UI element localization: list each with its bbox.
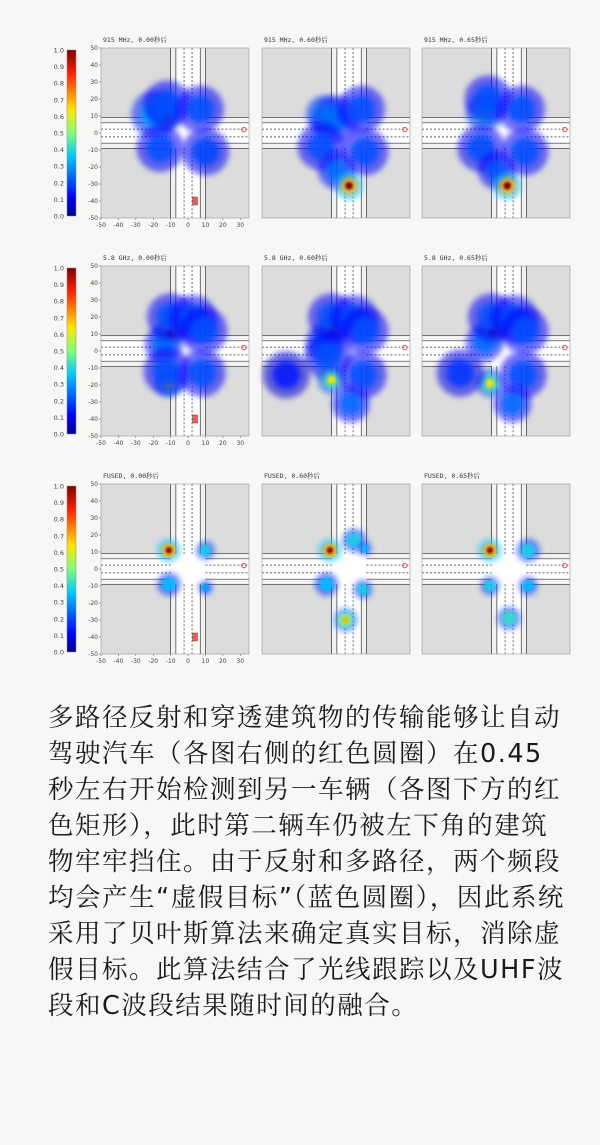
x-tick-label: -30 [130, 440, 141, 447]
colorbar-tick-label: 0.6 [53, 330, 64, 339]
heat-blob [351, 138, 379, 166]
colorbar-tick-label: 0.3 [53, 598, 64, 607]
y-tick-label: -30 [88, 181, 98, 189]
panel-2-1 [262, 471, 410, 654]
heat-blob-core [504, 182, 512, 190]
x-tick-label: 30 [236, 440, 245, 447]
panel-0-0 [88, 35, 249, 229]
y-tick-label: 30 [90, 297, 98, 305]
colorbar-tick-label: 0.3 [53, 380, 64, 389]
y-tick-label: 10 [90, 549, 98, 557]
panel-title: 5.8 GHz, 0.00秒后 [103, 254, 167, 262]
panel-1-1 [262, 253, 410, 436]
colorbar-0 [67, 50, 76, 216]
heat-blob [509, 361, 537, 389]
x-tick-label: 10 [201, 658, 210, 665]
y-tick-label: 30 [90, 515, 98, 523]
x-tick-label: -30 [130, 222, 141, 229]
heat-blob [502, 611, 516, 625]
colorbar-1 [67, 268, 76, 434]
heat-blob [511, 138, 539, 166]
colorbar-tick-label: 0.5 [53, 565, 64, 574]
y-tick-label: -10 [88, 583, 98, 591]
x-tick-label: 0 [186, 222, 190, 229]
colorbar-2 [67, 486, 76, 652]
y-tick-label: -30 [88, 399, 98, 407]
panel-title: FUSED, 0.60秒后 [264, 472, 321, 480]
panel-0-1 [262, 35, 410, 218]
panel-1-2 [422, 253, 570, 436]
panel-0-2 [422, 35, 570, 218]
colorbar-tick-label: 0.2 [53, 397, 64, 406]
y-tick-label: -50 [88, 215, 98, 223]
heat-blob [347, 95, 375, 123]
heat-blob [511, 317, 539, 345]
x-tick-label: -50 [96, 658, 106, 665]
target-vehicle-marker [193, 197, 198, 205]
y-tick-label: -20 [88, 164, 98, 172]
x-tick-label: -50 [96, 440, 106, 447]
y-tick-label: 0 [94, 348, 98, 356]
colorbar-tick-label: 0.0 [53, 648, 64, 657]
y-tick-label: -10 [88, 365, 98, 373]
y-tick-label: 10 [90, 113, 98, 121]
heat-blob [190, 317, 218, 345]
colorbar-tick-label: 0.8 [53, 515, 64, 524]
panel-title: 5.8 GHz, 0.65秒后 [424, 254, 488, 262]
heat-blob [357, 584, 368, 595]
colorbar-tick-label: 0.3 [53, 162, 64, 171]
colorbar-tick-label: 0.1 [53, 195, 64, 204]
heat-blob [340, 393, 362, 415]
heat-blob-core [327, 547, 333, 553]
y-tick-label: 20 [90, 96, 98, 104]
colorbar-tick-label: 0.5 [53, 129, 64, 138]
y-tick-label: -10 [88, 147, 98, 155]
colorbar-tick-label: 0.8 [53, 297, 64, 306]
x-tick-label: -20 [148, 440, 159, 447]
y-tick-label: 0 [94, 566, 98, 574]
colorbar-tick-label: 0.4 [53, 582, 64, 591]
figure-caption: 多路径反射和穿透建筑物的传输能够让自动驾驶汽车（各图右侧的红色圆圈）在0.45秒左右开始检测到另一车辆（各图下方的红色矩形），此时第二辆车仍被左下角的建筑物牢牢挡住。由于反射和多路径，两个频段均会产生“虚假目标”（蓝色圆圈），因此系统采用了贝叶斯算法来确定真实目标，消除虚假目标。此算法结合了光线跟踪以及UHF波段和C波段结果随时间的融合。 [48, 703, 565, 1021]
y-tick-label: 30 [90, 79, 98, 87]
x-tick-label: -40 [113, 440, 124, 447]
x-tick-label: -10 [165, 222, 176, 229]
panel-1-0 [88, 253, 249, 447]
colorbar-tick-label: 0.0 [53, 430, 64, 439]
x-tick-label: 10 [201, 440, 210, 447]
heat-blob [319, 577, 333, 591]
x-tick-label: 30 [236, 658, 245, 665]
y-tick-label: 20 [90, 532, 98, 540]
colorbar-tick-label: 0.9 [53, 281, 64, 290]
colorbar-tick-label: 0.4 [53, 146, 64, 155]
x-tick-label: -50 [96, 222, 106, 229]
colorbar-tick-label: 0.6 [53, 112, 64, 121]
panel-title: FUSED, 0.65秒后 [424, 472, 481, 480]
colorbar-tick-label: 0.0 [53, 212, 64, 221]
heat-blob [153, 90, 181, 118]
colorbar-tick-label: 0.9 [53, 499, 64, 508]
target-vehicle-marker [193, 415, 198, 423]
x-tick-label: 20 [219, 658, 227, 665]
heat-blob [192, 138, 220, 166]
x-tick-label: -20 [148, 222, 159, 229]
y-tick-label: 50 [90, 481, 98, 489]
y-tick-label: -40 [88, 634, 98, 642]
colorbar-tick-label: 0.2 [53, 179, 64, 188]
x-tick-label: -40 [113, 222, 124, 229]
y-tick-label: 40 [90, 62, 98, 70]
heat-blob [272, 361, 300, 389]
y-tick-label: 40 [90, 280, 98, 288]
y-tick-label: 10 [90, 331, 98, 339]
heat-blob [446, 359, 474, 387]
panel-2-0 [88, 471, 249, 665]
x-tick-label: 20 [219, 222, 227, 229]
panel-title: 915 MHz, 0.00秒后 [103, 36, 167, 44]
y-tick-label: -50 [88, 433, 98, 441]
y-tick-label: -50 [88, 651, 98, 659]
colorbar-tick-label: 0.7 [53, 96, 64, 105]
heat-blob-core [345, 182, 353, 190]
heat-blob [201, 584, 209, 592]
x-tick-label: -10 [165, 440, 176, 447]
heat-blob [361, 544, 369, 552]
x-tick-label: 0 [186, 658, 190, 665]
heat-blob [146, 134, 174, 162]
x-tick-label: 10 [201, 222, 210, 229]
heat-blob-core [486, 380, 494, 388]
colorbar-tick-label: 0.5 [53, 347, 64, 356]
heat-blob-core [166, 547, 172, 553]
y-tick-label: -30 [88, 617, 98, 625]
heat-blob [501, 393, 523, 415]
y-tick-label: 20 [90, 314, 98, 322]
heat-blob [521, 543, 535, 557]
x-tick-label: 20 [219, 440, 227, 447]
panel-title: 5.8 GHz, 0.60秒后 [264, 254, 328, 262]
panel-title: 915 MHz, 0.60秒后 [264, 36, 328, 44]
y-tick-label: -20 [88, 382, 98, 390]
heat-blob [484, 580, 495, 591]
heat-blob [523, 580, 534, 591]
colorbar-tick-label: 0.6 [53, 548, 64, 557]
panel-2-2 [422, 471, 570, 654]
heat-blob [314, 342, 342, 370]
x-tick-label: -20 [148, 658, 159, 665]
heat-blob-core [328, 376, 336, 384]
x-tick-label: 0 [186, 440, 190, 447]
heat-blob [188, 359, 216, 387]
heat-blob [507, 95, 535, 123]
colorbar-tick-label: 0.7 [53, 314, 64, 323]
colorbar-tick-label: 0.8 [53, 79, 64, 88]
heat-blob-core [342, 617, 348, 623]
heat-blob [351, 317, 379, 345]
colorbar-tick-label: 0.2 [53, 615, 64, 624]
colorbar-tick-label: 0.7 [53, 532, 64, 541]
y-tick-label: 50 [90, 263, 98, 271]
x-tick-label: -10 [165, 658, 176, 665]
panel-title: FUSED, 0.00秒后 [103, 472, 160, 480]
x-tick-label: -30 [130, 658, 141, 665]
heat-blob-core [487, 547, 493, 553]
heat-blob [162, 577, 176, 591]
y-tick-label: -40 [88, 198, 98, 206]
panel-title: 915 MHz, 0.65秒后 [424, 36, 488, 44]
heat-blob [153, 357, 181, 385]
colorbar-tick-label: 1.0 [53, 46, 64, 55]
colorbar-tick-label: 0.9 [53, 63, 64, 72]
colorbar-tick-label: 0.4 [53, 364, 64, 373]
heat-blob [349, 361, 377, 389]
y-tick-label: 50 [90, 45, 98, 53]
y-tick-label: -20 [88, 600, 98, 608]
y-tick-label: 0 [94, 130, 98, 138]
heat-blob [200, 545, 211, 556]
y-tick-label: -40 [88, 416, 98, 424]
y-tick-label: 40 [90, 498, 98, 506]
colorbar-tick-label: 0.1 [53, 631, 64, 640]
x-tick-label: -40 [113, 658, 124, 665]
heat-blob [186, 95, 214, 123]
x-tick-label: 30 [236, 222, 245, 229]
colorbar-tick-label: 1.0 [53, 264, 64, 273]
target-vehicle-marker [193, 633, 198, 641]
colorbar-tick-label: 0.1 [53, 413, 64, 422]
colorbar-tick-label: 1.0 [53, 482, 64, 491]
